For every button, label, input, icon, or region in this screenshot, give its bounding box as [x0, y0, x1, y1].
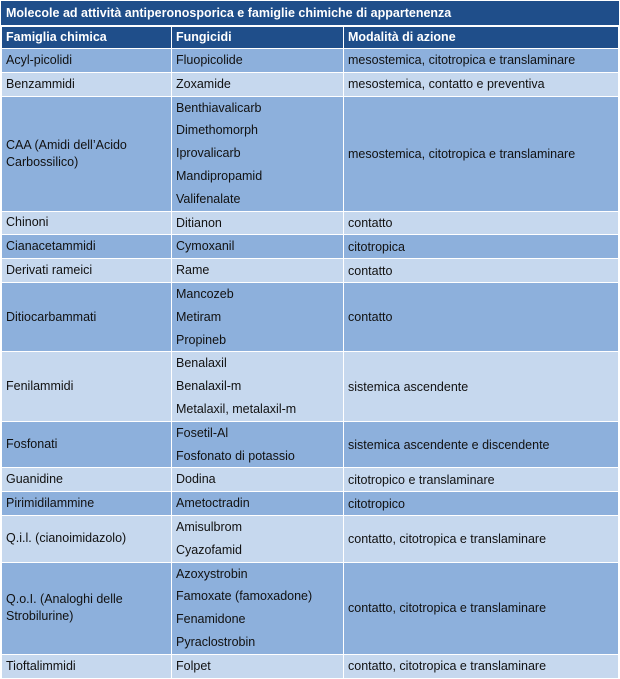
cell-fungicidi — [172, 492, 344, 516]
cell-fungicidi — [172, 562, 344, 654]
fungicide-name: Dodina — [176, 472, 216, 487]
fungicide-name: Ametoctradin — [176, 496, 250, 511]
table-row — [2, 654, 619, 678]
table-row — [2, 49, 619, 73]
cell-famiglia: Fosfonati — [2, 421, 172, 468]
fungicide-name: Iprovalicarb — [176, 146, 241, 161]
cell-famiglia: Benzammidi — [2, 72, 172, 96]
table-row — [2, 468, 619, 492]
fungicide-name: Cymoxanil — [176, 239, 235, 254]
cell-fungicidi — [172, 352, 344, 421]
cell-fungicidi — [172, 259, 344, 283]
cell-fungicidi — [172, 49, 344, 73]
cell-fungicidi — [172, 515, 344, 562]
cell-modalita: citotropica — [344, 235, 619, 259]
table-row — [2, 72, 619, 96]
table-body — [2, 49, 619, 679]
cell-famiglia: Q.i.l. (cianoimidazolo) — [2, 515, 172, 562]
fungicide-name: Benalaxil — [176, 356, 227, 371]
fungicide-name: Benalaxil-m — [176, 379, 242, 394]
fungicide-name: Metiram — [176, 309, 222, 324]
fungicide-name: Zoxamide — [176, 76, 231, 91]
cell-famiglia: Ditiocarbammati — [2, 282, 172, 351]
cell-fungicidi — [172, 654, 344, 678]
fungicide-name: Famoxate (famoxadone) — [176, 589, 313, 604]
fungicide-name: Pyraclostrobin — [176, 634, 256, 649]
cell-modalita: contatto — [344, 282, 619, 351]
cell-famiglia: Derivati rameici — [2, 259, 172, 283]
fungicide-name: Amisulbrom — [176, 519, 242, 534]
table-row — [2, 515, 619, 562]
fungicide-name: Fosetil-Al — [176, 425, 229, 440]
cell-modalita: citotropico e translaminare — [344, 468, 619, 492]
cell-fungicidi — [172, 282, 344, 351]
header-famiglia: Famiglia chimica — [2, 27, 172, 49]
cell-modalita: sistemica ascendente — [344, 352, 619, 421]
fungicide-name: Mancozeb — [176, 286, 234, 301]
cell-modalita: citotropico — [344, 492, 619, 516]
fungicide-name: Valifenalate — [176, 191, 241, 206]
fungicide-name: Fenamidone — [176, 612, 246, 627]
cell-modalita: mesostemica, contatto e preventiva — [344, 72, 619, 96]
fungicide-name: Benthiavalicarb — [176, 100, 262, 115]
cell-fungicidi — [172, 96, 344, 211]
cell-modalita: contatto, citotropica e translaminare — [344, 515, 619, 562]
cell-modalita: contatto — [344, 259, 619, 283]
table-row — [2, 492, 619, 516]
table-title: Molecole ad attività antiperonosporica e famiglie chimiche di appartenenza — [1, 1, 619, 26]
cell-famiglia: Q.o.I. (Analoghi delle Strobilurine) — [2, 562, 172, 654]
cell-famiglia: Chinoni — [2, 211, 172, 235]
fungicide-name: Mandipropamid — [176, 168, 263, 183]
cell-modalita: contatto, citotropica e translaminare — [344, 654, 619, 678]
cell-fungicidi — [172, 235, 344, 259]
fungicide-name: Azoxystrobin — [176, 566, 248, 581]
cell-fungicidi — [172, 421, 344, 468]
fungicide-name: Metalaxil, metalaxil-m — [176, 401, 297, 416]
table-row — [2, 562, 619, 654]
table-row — [2, 259, 619, 283]
header-fungicidi: Fungicidi — [172, 27, 344, 49]
cell-fungicidi — [172, 72, 344, 96]
cell-fungicidi — [172, 211, 344, 235]
cell-famiglia: Pirimidilammine — [2, 492, 172, 516]
fungicide-name: Propineb — [176, 332, 227, 347]
cell-modalita: mesostemica, citotropica e translaminare — [344, 49, 619, 73]
header-row — [2, 27, 619, 49]
fungicide-name: Rame — [176, 263, 210, 278]
fungicide-name: Cyazofamid — [176, 542, 242, 557]
cell-modalita: contatto — [344, 211, 619, 235]
cell-modalita: sistemica ascendente e discendente — [344, 421, 619, 468]
table-row — [2, 211, 619, 235]
cell-famiglia: Fenilammidi — [2, 352, 172, 421]
table-row — [2, 96, 619, 211]
fungicide-name: Dimethomorph — [176, 123, 258, 138]
cell-famiglia: Guanidine — [2, 468, 172, 492]
cell-modalita: contatto, citotropica e translaminare — [344, 562, 619, 654]
table-row — [2, 282, 619, 351]
fungicide-name: Folpet — [176, 658, 211, 673]
table-row — [2, 235, 619, 259]
header-modalita: Modalità di azione — [344, 27, 619, 49]
fungicide-name: Fluopicolide — [176, 53, 243, 67]
cell-fungicidi — [172, 468, 344, 492]
table-row — [2, 421, 619, 468]
cell-famiglia: Tioftalimmidi — [2, 654, 172, 678]
cell-famiglia: Acyl-picolidi — [2, 49, 172, 73]
fungicide-name: Ditianon — [176, 215, 222, 230]
fungicide-name: Fosfonato di potassio — [176, 448, 295, 463]
fungicide-table — [1, 26, 619, 679]
cell-famiglia: Cianacetammidi — [2, 235, 172, 259]
cell-famiglia: CAA (Amidi dell’Acido Carbossilico) — [2, 96, 172, 211]
cell-modalita: mesostemica, citotropica e translaminare — [344, 96, 619, 211]
table-row — [2, 352, 619, 421]
